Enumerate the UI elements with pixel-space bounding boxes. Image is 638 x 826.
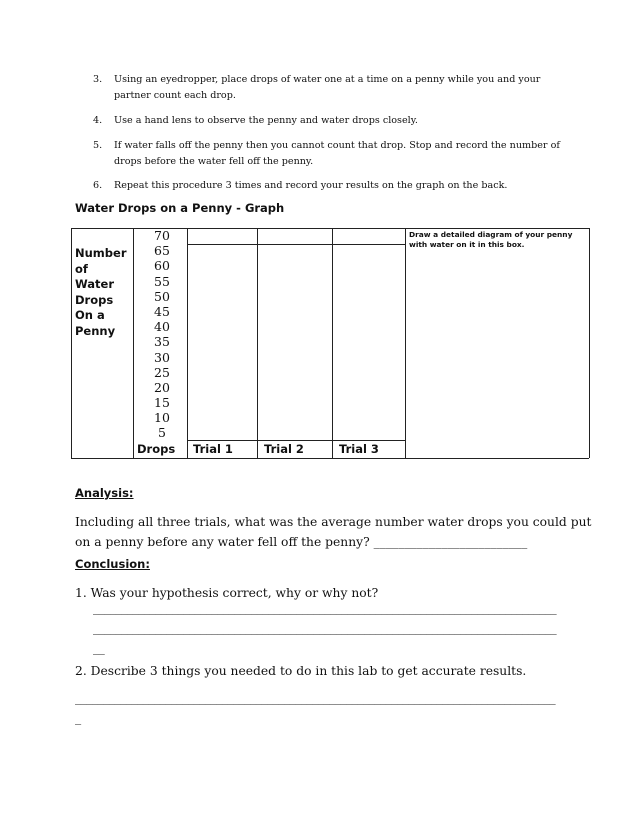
step-number: 4. [93,115,103,126]
answer-line[interactable]: __________________________________________________________________________________ [93,621,557,635]
conclusion-question-2: 2. Describe 3 things you needed to do in this lab to get accurate results. [75,664,527,678]
table-border-bottom [71,458,589,459]
conclusion-question-1: 1. Was your hypothesis correct, why or why not? [75,586,379,600]
y-axis-label-line: of [75,261,88,276]
table-border-left [71,228,72,458]
y-axis-label-line: Number [75,246,127,260]
diagram-box-instructions: Draw a detailed diagram of your penny with water on it in this box. [409,230,573,249]
step-number: 6. [93,180,103,191]
column-header-trial-1: Trial 1 [193,442,233,456]
tick-label: 45 [154,304,170,319]
tick-label: 55 [154,274,170,289]
tick-label: 50 [154,289,170,304]
analysis-heading: Analysis: [75,486,134,500]
row-divider [187,244,405,245]
step-text: If water falls off the penny then you cannot count that drop. Stop and record the number of drops before the water fell off the penny. [114,140,560,167]
step-text: Using an eyedropper, place drops of water one at a time on a penny while you and your partner count each drop. [114,74,541,101]
tick-label: 60 [154,258,170,273]
analysis-question-text: Including all three trials, what was the average number water drops you could put on a penny before any water fell off the penny? [75,515,592,549]
column-header-trial-2: Trial 2 [264,442,304,456]
column-divider [257,228,258,458]
step-text: Use a hand lens to observe the penny and water drops closely. [114,115,418,126]
step-text: Repeat this procedure 3 times and record your results on the graph on the back. [114,180,508,191]
tick-label: 30 [154,350,170,365]
row-divider [187,440,405,441]
tick-label: 35 [154,334,170,349]
column-header-drops: Drops [137,442,176,456]
answer-line[interactable]: _____________________________________________________________________________________ [75,691,556,705]
answer-line[interactable]: __ [93,641,105,655]
step-number: 3. [93,74,103,85]
graph-title: Water Drops on a Penny - Graph [75,201,285,215]
analysis-answer-blank[interactable]: _________________________ [373,535,528,549]
step-number: 5. [93,140,103,151]
tick-label: 25 [154,365,170,380]
column-divider [332,228,333,458]
y-axis-label [75,246,131,339]
tick-label: 40 [154,319,170,334]
table-border-right [589,228,590,458]
conclusion-heading: Conclusion: [75,557,150,571]
tick-label: 20 [154,380,170,395]
graph-table [71,228,589,458]
tick-label: 65 [154,243,170,258]
analysis-question [75,512,595,552]
tick-label: 15 [154,395,170,410]
tick-label: 70 [154,228,170,243]
tick-label: 10 [154,410,170,425]
y-axis-label-line: Penny [75,323,116,338]
column-header-trial-3: Trial 3 [339,442,379,456]
y-axis-label-line: Water [75,277,115,291]
y-axis-label-line: On a [75,308,105,322]
tick-label: 5 [158,425,166,440]
y-axis-label-line: Drops [75,292,114,307]
column-divider [405,228,406,458]
answer-line[interactable]: _ [75,711,81,725]
answer-line[interactable]: __________________________________________________________________________________ [93,601,557,615]
